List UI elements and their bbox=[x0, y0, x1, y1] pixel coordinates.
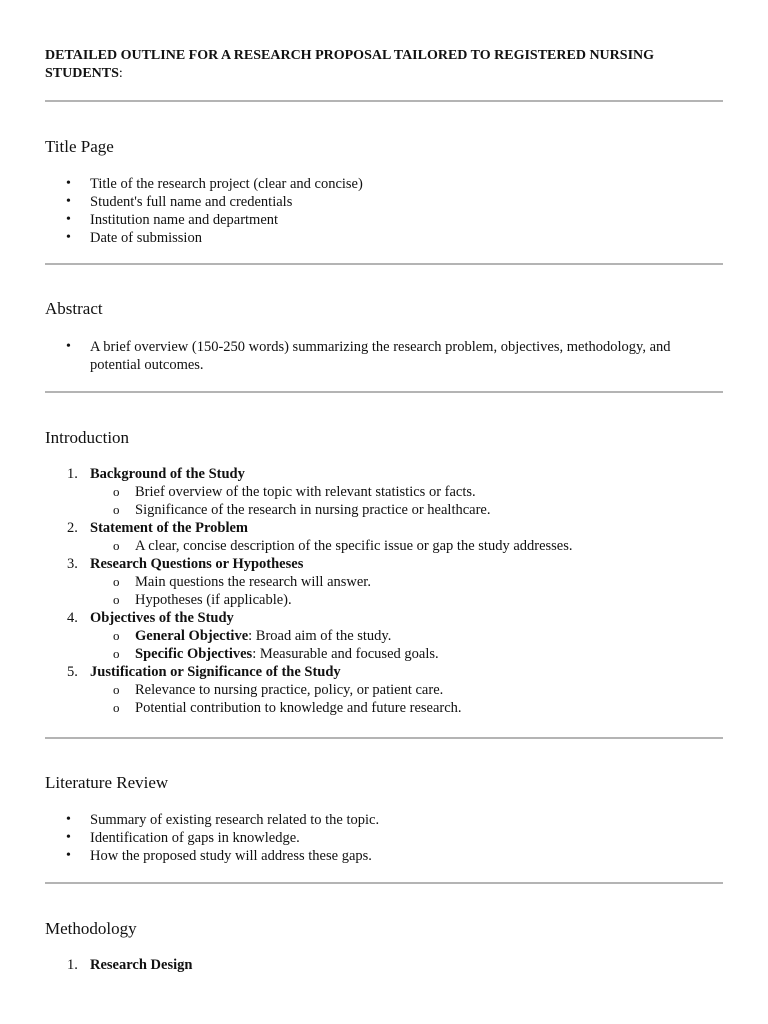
sub-list bbox=[90, 483, 715, 519]
sub-list bbox=[90, 573, 715, 609]
section-heading-title-page: Title Page bbox=[45, 137, 114, 156]
methodology-list bbox=[45, 956, 715, 974]
item-number: 4. bbox=[67, 610, 78, 626]
section-divider bbox=[45, 263, 723, 265]
document-title-colon: : bbox=[118, 66, 123, 81]
list-item: • How the proposed study will address these gaps. bbox=[45, 847, 715, 865]
sub-list-item bbox=[90, 645, 715, 663]
item-title: Objectives of the Study bbox=[90, 610, 234, 626]
sub-list-item: o A clear, concise description of the specific issue or gap the study addresses. bbox=[90, 537, 715, 555]
list-item: • Institution name and department bbox=[45, 211, 715, 229]
sub-list-item: o Significance of the research in nursing practice or healthcare. bbox=[90, 501, 715, 519]
numbered-item-objectives bbox=[45, 609, 715, 663]
section-heading-literature-review: Literature Review bbox=[45, 773, 169, 792]
section-heading-methodology: Methodology bbox=[45, 919, 137, 938]
section-heading-abstract: Abstract bbox=[45, 299, 103, 318]
title-page-list bbox=[45, 175, 715, 247]
sub-list-item: o Hypotheses (if applicable). bbox=[90, 591, 715, 609]
list-item: • Student's full name and credentials bbox=[45, 193, 715, 211]
list-item: • A brief overview (150-250 words) summarizing the research problem, objectives, methodology, and potential outcomes. bbox=[45, 338, 705, 374]
numbered-item-background bbox=[45, 465, 715, 519]
section-divider bbox=[45, 882, 723, 884]
numbered-item-justification bbox=[45, 663, 715, 717]
numbered-item-problem bbox=[45, 519, 715, 555]
item-title: Justification or Significance of the Study bbox=[90, 664, 341, 680]
section-heading-introduction: Introduction bbox=[45, 428, 130, 447]
introduction-list bbox=[45, 465, 715, 717]
sub-list bbox=[90, 537, 715, 555]
sub-list bbox=[90, 627, 715, 663]
sub-list-item: o Main questions the research will answer. bbox=[90, 573, 715, 591]
literature-review-list bbox=[45, 811, 715, 865]
list-item: • Date of submission bbox=[45, 229, 715, 247]
item-title: Background of the Study bbox=[90, 466, 245, 482]
sub-item-text: : Measurable and focused goals. bbox=[252, 646, 439, 662]
sub-item-label: General Objective bbox=[135, 628, 249, 644]
item-number: 1. bbox=[67, 466, 78, 482]
sub-list-item: o Relevance to nursing practice, policy, or patient care. bbox=[90, 681, 715, 699]
sub-list-item bbox=[90, 627, 715, 645]
item-number: 3. bbox=[67, 556, 78, 572]
list-item: • Summary of existing research related to the topic. bbox=[45, 811, 715, 829]
sub-list-item: o Brief overview of the topic with relevant statistics or facts. bbox=[90, 483, 715, 501]
item-number: 2. bbox=[67, 520, 78, 536]
item-title: Research Design bbox=[90, 957, 193, 973]
item-title: Statement of the Problem bbox=[90, 520, 248, 536]
abstract-list bbox=[45, 338, 705, 374]
sub-item-label: Specific Objectives bbox=[135, 646, 253, 662]
item-number: 1. bbox=[67, 957, 78, 973]
section-divider bbox=[45, 100, 723, 102]
sub-list-item: o Potential contribution to knowledge and future research. bbox=[90, 699, 715, 717]
sub-item-text: : Broad aim of the study. bbox=[248, 628, 392, 644]
numbered-item-questions bbox=[45, 555, 715, 609]
sub-list bbox=[90, 681, 715, 717]
list-item: • Title of the research project (clear and concise) bbox=[45, 175, 715, 193]
section-divider bbox=[45, 737, 723, 739]
numbered-item-research-design bbox=[45, 956, 715, 974]
document-title bbox=[45, 47, 725, 83]
item-title: Research Questions or Hypotheses bbox=[90, 556, 304, 572]
item-number: 5. bbox=[67, 664, 78, 680]
document-title-text: DETAILED OUTLINE FOR A RESEARCH PROPOSAL TAILORED TO REGISTERED NURSING STUDENTS bbox=[45, 48, 655, 81]
section-divider bbox=[45, 391, 723, 393]
list-item: • Identification of gaps in knowledge. bbox=[45, 829, 715, 847]
